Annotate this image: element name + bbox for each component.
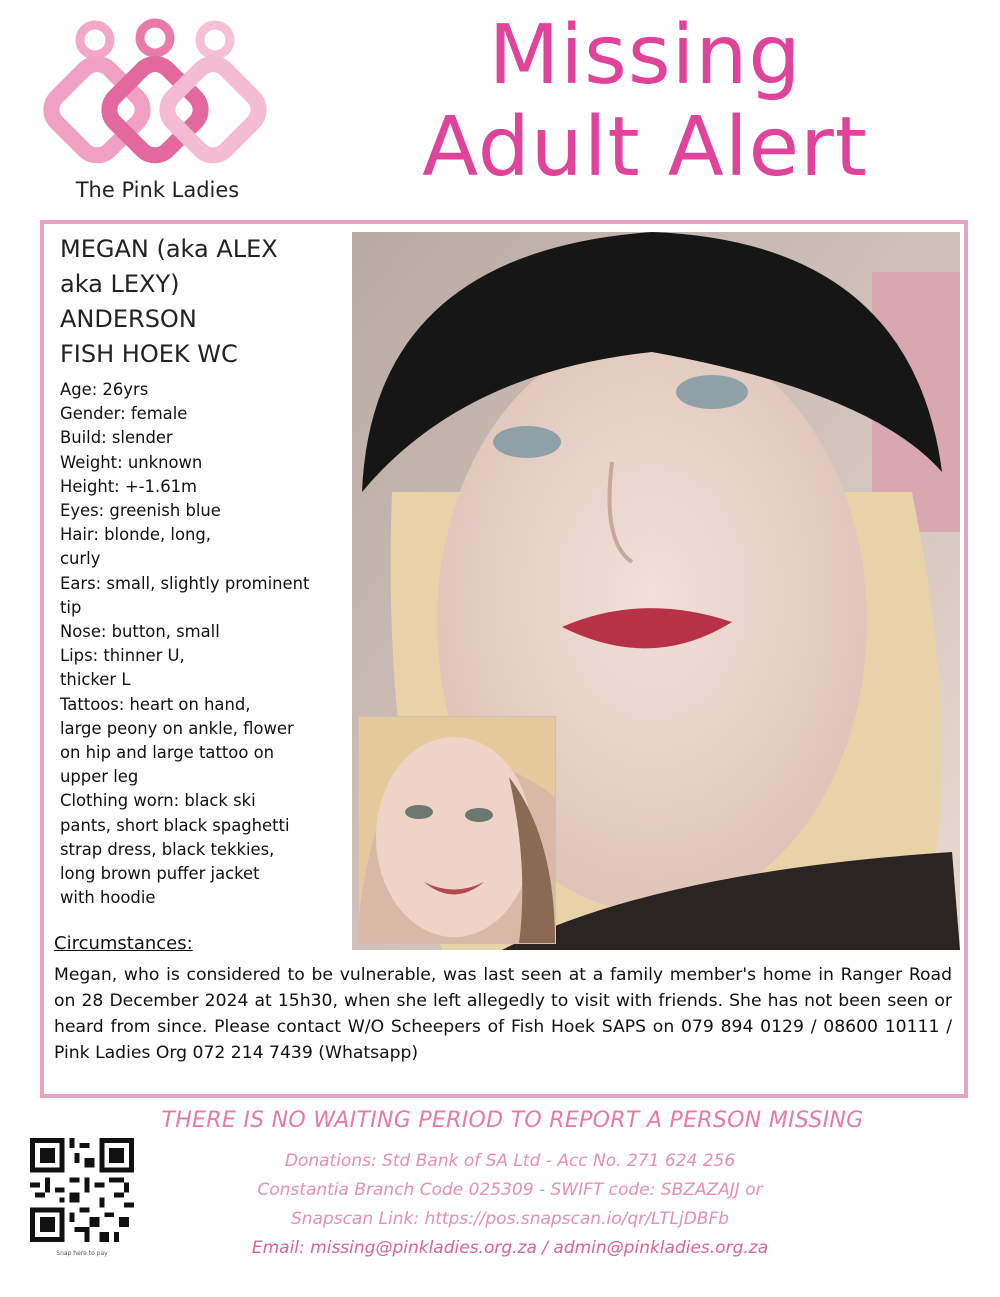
detail-line: pants, short black spaghetti: [60, 815, 290, 835]
inset-photo-placeholder: [359, 717, 555, 943]
detail-line: tip: [60, 597, 82, 617]
detail-line: thicker L: [60, 670, 131, 690]
detail-line: Nose: button, small: [60, 622, 220, 642]
detail-line: Height: +-1.61m: [60, 476, 198, 496]
footer-info: [140, 1147, 880, 1263]
page-title: [330, 10, 960, 194]
detail-line: Eyes: greenish blue: [60, 501, 221, 521]
logo-caption: The Pink Ladies: [75, 178, 240, 202]
detail-line: large peony on ankle, flower: [60, 718, 294, 738]
detail-line: Gender: female: [60, 404, 188, 424]
detail-line: Build: slender: [60, 428, 173, 448]
donations-line: Donations: Std Bank of SA Ltd - Acc No. 271 624 256: [284, 1151, 736, 1171]
detail-line: strap dress, black tekkies,: [60, 839, 275, 859]
circumstances-text: Megan, who is considered to be vulnerable, was last seen at a family member's home in Ranger Road on 28 December 2024 at 15h30, when she left allegedly to visit with friends. She has not been seen or heard from since. Please contact W/O Scheepers of Fish Hoek SAPS on 079 894 0129 / 08600 10111 / Pink Ladies Org 072 214 7439 (Whatsapp): [54, 965, 952, 1063]
detail-line: Lips: thinner U,: [60, 646, 185, 666]
warning-banner: THERE IS NO WAITING PERIOD TO REPORT A PERSON MISSING: [161, 1108, 864, 1133]
detail-line: long brown puffer jacket: [60, 864, 260, 884]
circumstances-title: Circumstances:: [54, 933, 193, 954]
detail-line: Weight: unknown: [60, 452, 203, 472]
detail-line: upper leg: [60, 767, 139, 787]
detail-line: Tattoos: heart on hand,: [60, 694, 251, 714]
name-line: ANDERSON: [60, 305, 197, 333]
inset-photo: [358, 716, 556, 944]
name-line: aka LEXY): [60, 270, 180, 298]
pink-ladies-logo-icon: [40, 10, 275, 180]
qr-code-icon: [30, 1138, 134, 1242]
email-line[interactable]: Email: missing@pinkladies.org.za / admin@pinkladies.org.za: [251, 1238, 769, 1258]
detail-line: Hair: blonde, long,: [60, 525, 211, 545]
headline-line-2: Adult Alert: [422, 100, 868, 195]
person-name: [60, 232, 350, 372]
person-details: [60, 378, 350, 910]
qr-code[interactable]: [30, 1138, 134, 1242]
detail-line: on hip and large tattoo on: [60, 743, 274, 763]
detail-line: Clothing worn: black ski: [60, 791, 256, 811]
name-line: FISH HOEK WC: [60, 340, 238, 368]
detail-line: with hoodie: [60, 888, 156, 908]
detail-line: curly: [60, 549, 101, 569]
name-line: MEGAN (aka ALEX: [60, 235, 278, 263]
branch-line: Constantia Branch Code 025309 - SWIFT code: SBZAZAJJ or: [257, 1180, 763, 1200]
headline-line-1: Missing: [488, 8, 802, 103]
snapscan-link[interactable]: Snapscan Link: https://pos.snapscan.io/qr/LTLjDBFb: [290, 1209, 730, 1229]
detail-line: Age: 26yrs: [60, 380, 149, 399]
qr-caption: Snap here to pay: [56, 1250, 108, 1257]
detail-line: Ears: small, slightly prominent: [60, 573, 310, 593]
